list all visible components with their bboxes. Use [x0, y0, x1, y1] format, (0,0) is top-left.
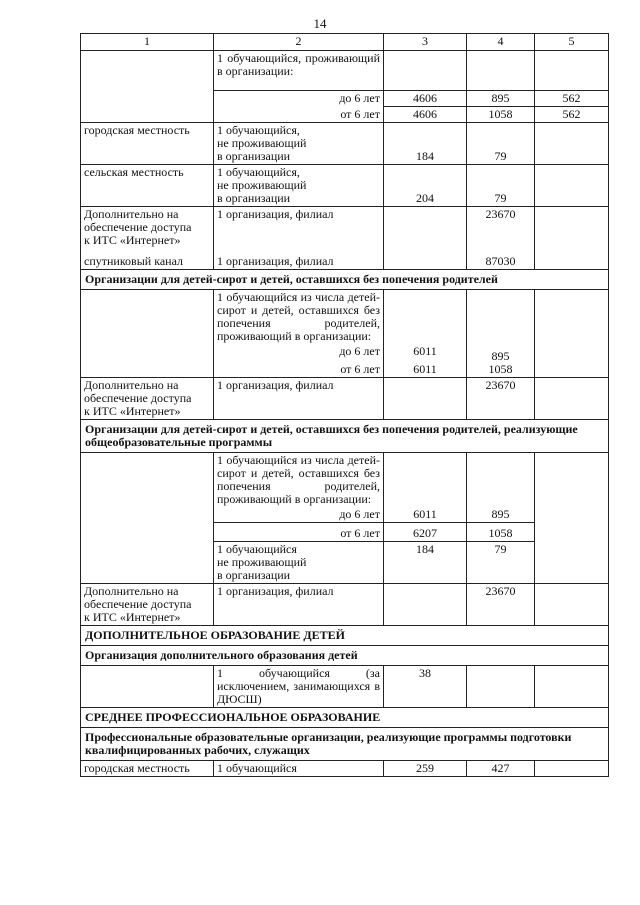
table-cell: 259 [384, 761, 467, 777]
table-cell [384, 207, 467, 270]
table-cell [535, 51, 609, 91]
table-cell: 1 обучающийся, не проживающий в организации [214, 123, 384, 165]
table-row [81, 290, 609, 345]
column-header: 1 [81, 34, 214, 51]
table-cell: 1 организация, филиал [214, 378, 384, 420]
table-cell [467, 453, 535, 508]
table-cell: 79 [467, 542, 535, 584]
column-header: 3 [384, 34, 467, 51]
table-cell: 895 1058 [467, 290, 535, 378]
table-row [81, 666, 609, 708]
table-cell: до 6 лет [214, 344, 384, 359]
section-row [81, 420, 609, 453]
table-row [81, 584, 609, 626]
table-cell: 1 обучающийся, не проживающий в организации [214, 165, 384, 207]
table-cell [384, 584, 467, 626]
table-cell: 895 [467, 91, 535, 107]
table-row [81, 51, 609, 91]
section-row [81, 270, 609, 290]
section-heading: Организации для детей-сирот и детей, оставшихся без попечения родителей [81, 270, 609, 290]
table-cell: 427 [467, 761, 535, 777]
table-cell: 1 организация, филиал 1 организация, филиал [214, 207, 384, 270]
section-heading: СРЕДНЕЕ ПРОФЕССИОНАЛЬНОЕ ОБРАЗОВАНИЕ [81, 708, 609, 728]
table-cell [535, 666, 609, 708]
table-cell: 1 обучающийся из числа детей-сирот и детей, оставшихся без попечения родителей, проживающий в организации: [214, 290, 384, 345]
table-cell: 1 обучающийся, проживающий в организации: [214, 51, 384, 91]
table-cell [81, 51, 214, 123]
table-cell: до 6 лет [214, 91, 384, 107]
table-cell: 23670 [467, 378, 535, 420]
table-cell [535, 378, 609, 420]
table-cell: 184 [384, 123, 467, 165]
table-row [81, 378, 609, 420]
table-cell: до 6 лет [214, 507, 384, 523]
norms-table [80, 33, 609, 777]
table-cell: 562 [535, 107, 609, 123]
table-cell: 1 обучающийся [214, 761, 384, 777]
table-cell: 4606 [384, 107, 467, 123]
table-cell: Дополнительно на обеспечение доступа к ИТС «Интернет» спутниковый канал [81, 207, 214, 270]
table-cell: 6011 6011 [384, 290, 467, 378]
table-cell: 1058 [467, 107, 535, 123]
table-cell [81, 666, 214, 708]
section-row [81, 646, 609, 666]
table-cell: 6207 [384, 523, 467, 542]
table-cell: 562 [535, 91, 609, 107]
column-header: 5 [535, 34, 609, 51]
table-cell: Дополнительно на обеспечение доступа к ИТС «Интернет» [81, 378, 214, 420]
table-cell: 1 обучающийся не проживающий в организации [214, 542, 384, 584]
table-cell: городская местность [81, 123, 214, 165]
section-heading: Организация дополнительного образования детей [81, 646, 609, 666]
table-cell [535, 123, 609, 165]
table-cell [467, 51, 535, 91]
table-cell: 1 организация, филиал [214, 584, 384, 626]
table-cell [81, 453, 214, 584]
table-cell [535, 761, 609, 777]
table-cell [535, 584, 609, 626]
table-cell: 79 [467, 165, 535, 207]
table-cell: от 6 лет [214, 359, 384, 378]
table-header-row [81, 34, 609, 51]
table-cell: сельская местность [81, 165, 214, 207]
table-cell: 4606 [384, 91, 467, 107]
table-cell: городская местность [81, 761, 214, 777]
table-row [81, 761, 609, 777]
section-row [81, 728, 609, 761]
table-cell [535, 453, 609, 584]
table-cell [535, 290, 609, 378]
table-cell: 1058 [467, 523, 535, 542]
table-cell: 38 [384, 666, 467, 708]
table-cell [535, 165, 609, 207]
page-number: 14 [313, 16, 327, 31]
table-cell: 204 [384, 165, 467, 207]
table-cell: 23670 [467, 584, 535, 626]
table-cell: 23670 87030 [467, 207, 535, 270]
table-row [81, 165, 609, 207]
table-cell: 184 [384, 542, 467, 584]
section-heading: ДОПОЛНИТЕЛЬНОЕ ОБРАЗОВАНИЕ ДЕТЕЙ [81, 626, 609, 646]
section-heading: Профессиональные образовательные организации, реализующие программы подготовки квалифицированных рабочих, служащих [81, 728, 609, 761]
table-cell: 1 обучающийся из числа детей-сирот и детей, оставшихся без попечения родителей, проживающий в организации: [214, 453, 384, 508]
section-heading: Организации для детей-сирот и детей, оставшихся без попечения родителей, реализующие общеобразовательные программы [81, 420, 609, 453]
column-header: 2 [214, 34, 384, 51]
table-cell [81, 290, 214, 378]
section-row [81, 626, 609, 646]
table-cell: от 6 лет [214, 107, 384, 123]
table-cell [384, 51, 467, 91]
table-row [81, 453, 609, 508]
table-cell: 79 [467, 123, 535, 165]
table-row [81, 207, 609, 270]
table-cell: Дополнительно на обеспечение доступа к ИТС «Интернет» [81, 584, 214, 626]
table-cell [384, 378, 467, 420]
table-cell: 895 [467, 507, 535, 523]
table-cell [384, 453, 467, 508]
table-cell: 6011 [384, 507, 467, 523]
table-cell: от 6 лет [214, 523, 384, 542]
table-cell [467, 666, 535, 708]
table-cell [535, 207, 609, 270]
column-header: 4 [467, 34, 535, 51]
section-row [81, 708, 609, 728]
table-row [81, 123, 609, 165]
table-cell: 1 обучающийся (за исключением, занимающихся в ДЮСШ) [214, 666, 384, 708]
